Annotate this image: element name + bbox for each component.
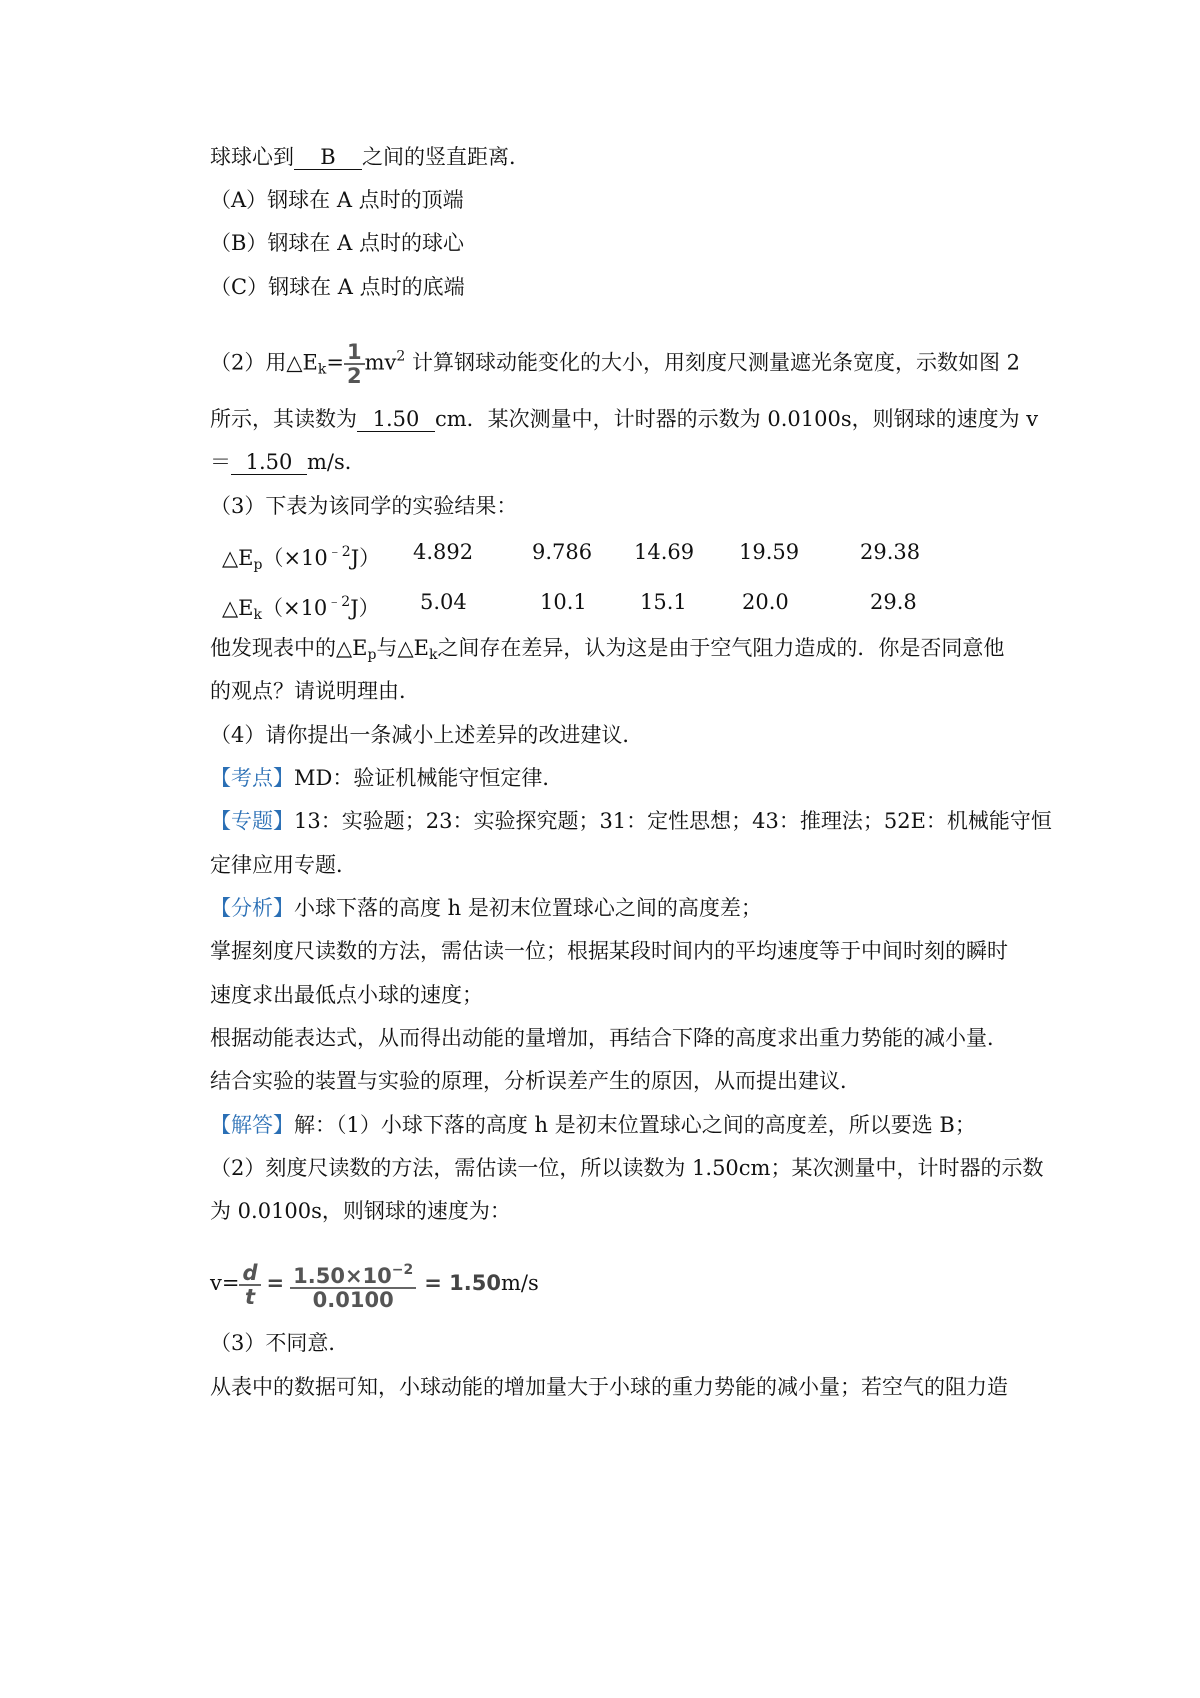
formula-result: = 1.50: [424, 1271, 501, 1295]
q2-text: 计算钢球动能变化的大小，用刻度尺测量遮光条宽度，示数如图 2: [411, 350, 1020, 375]
velocity-formula: [210, 1255, 539, 1311]
numerator-exponent: −2: [391, 1261, 414, 1278]
q3-text-c: 之间存在差异，认为这是由于空气阻力造成的．你是否同意他: [437, 636, 1005, 660]
fenxi: [210, 894, 762, 922]
subscript-p: p: [253, 557, 263, 573]
table-cell: 5.04: [420, 590, 467, 614]
q1-text: 球球心到: [210, 145, 294, 169]
fraction-value: [290, 1259, 416, 1311]
jieda-line4: （3）不同意．: [210, 1331, 350, 1355]
row-label-ep-text: △E: [222, 546, 254, 570]
subscript-k: k: [428, 647, 438, 663]
fraction-d-over-t: [239, 1262, 260, 1308]
speed-blank: 1.50: [231, 450, 307, 475]
q1-answer-blank: B: [294, 145, 362, 170]
formula-unit: m/s: [500, 1271, 539, 1295]
subscript-k: k: [317, 361, 327, 378]
fraction-denominator: 0.0100: [312, 1287, 394, 1312]
fenxi-line: 结合实验的装置与实验的原理，分析误差产生的原因，从而提出建议．: [210, 1069, 861, 1093]
fraction-numerator: 1: [344, 341, 365, 365]
q2-line2-pre: 所示，其读数为: [210, 407, 357, 431]
zhuanti: [210, 807, 1052, 835]
option-a: （A）钢球在 A 点时的顶端: [210, 188, 464, 212]
q2-line2: [210, 405, 1038, 433]
jieda: [210, 1111, 976, 1139]
unit-prefix: （×10: [262, 546, 328, 570]
jieda-tag: 【解答】: [210, 1113, 294, 1137]
subscript-k: k: [253, 607, 262, 623]
table-cell: 9.786: [532, 540, 593, 564]
unit-exponent: ﹣2: [327, 594, 351, 610]
table-row-ek: [210, 588, 1010, 623]
kaodian-tag: 【考点】: [210, 766, 294, 790]
q3-text-line2: 的观点？请说明理由．: [210, 679, 420, 703]
q4: （4）请你提出一条减小上述差异的改进建议．: [210, 723, 644, 747]
table-cell: 19.59: [739, 540, 800, 564]
row-label-ek-text: △E: [222, 596, 254, 620]
row-label-ep: [222, 538, 380, 579]
option-c: （C）钢球在 A 点时的底端: [210, 275, 465, 299]
q3-text-a: 他发现表中的△E: [210, 636, 368, 660]
q2-line2-post: cm．某次测量中，计时器的示数为 0.0100s，则钢球的速度为 v: [435, 407, 1039, 431]
numerator-text: 1.50×10: [293, 1263, 392, 1288]
formula-equals: =: [266, 1271, 285, 1295]
kaodian: [210, 764, 563, 792]
jieda-text: 解：（1）小球下落的高度 h 是初末位置球心之间的高度差，所以要选 B；: [294, 1113, 976, 1137]
q3-intro: （3）下表为该同学的实验结果：: [210, 494, 518, 518]
jieda-line5: 从表中的数据可知，小球动能的增加量大于小球的重力势能的减小量；若空气的阻力造: [210, 1375, 1008, 1399]
unit-suffix: J）: [350, 596, 380, 620]
q1-line: [210, 143, 530, 171]
fenxi-tag: 【分析】: [210, 896, 294, 920]
superscript-2: 2: [396, 348, 406, 365]
unit-suffix: J）: [350, 546, 381, 570]
option-b: （B）钢球在 A 点时的球心: [210, 231, 464, 255]
fenxi-text: 小球下落的高度 h 是初末位置球心之间的高度差；: [294, 896, 762, 920]
table-cell: 29.38: [860, 540, 921, 564]
zhuanti-text: 13：实验题；23：实验探究题；31：定性思想；43：推理法；52E：机械能守恒: [294, 809, 1052, 833]
fraction-denominator: t: [244, 1284, 256, 1309]
fenxi-line: 速度求出最低点小球的速度；: [210, 983, 483, 1007]
table-cell: 10.1: [540, 590, 587, 614]
q2-prefix: （2）用△E: [210, 350, 318, 375]
formula-v: v=: [210, 1271, 240, 1295]
fraction-numerator: d: [239, 1262, 260, 1286]
q3-text-b: 与△E: [376, 636, 429, 660]
table-cell: 14.69: [634, 540, 695, 564]
zhuanti-line2: 定律应用专题．: [210, 853, 357, 877]
table-cell: 20.0: [742, 590, 789, 614]
kaodian-text: MD：验证机械能守恒定律．: [294, 766, 564, 790]
zhuanti-tag: 【专题】: [210, 809, 294, 833]
fenxi-line: 根据动能表达式，从而得出动能的量增加，再结合下降的高度求出重力势能的减小量．: [210, 1026, 1008, 1050]
reading-blank: 1.50: [357, 407, 435, 432]
q2-line3-post: m/s．: [307, 450, 366, 474]
unit-exponent: ﹣2: [327, 544, 351, 560]
fenxi-line: 掌握刻度尺读数的方法，需估读一位；根据某段时间内的平均速度等于中间时刻的瞬时: [210, 939, 1008, 963]
q1-text-end: 之间的竖直距离．: [362, 145, 530, 169]
row-label-ek: [222, 588, 380, 629]
table-cell: 29.8: [870, 590, 917, 614]
jieda-line3: 为 0.0100s，则钢球的速度为：: [210, 1199, 511, 1223]
jieda-line2: （2）刻度尺读数的方法，需估读一位，所以读数为 1.50cm；某次测量中，计时器的示数: [210, 1156, 1044, 1180]
table-cell: 4.892: [413, 540, 474, 564]
unit-prefix: （×10: [261, 596, 328, 620]
q2-line3-pre: ＝: [210, 450, 231, 474]
q2-line1: [210, 341, 1020, 387]
table-row-ep: [210, 538, 1010, 573]
q3-text-line1: [210, 634, 1004, 669]
fraction-one-half: [344, 341, 365, 387]
q2-equals: =: [326, 350, 344, 375]
fraction-numerator: [290, 1259, 416, 1289]
subscript-p: p: [367, 647, 377, 663]
q2-mv: mv: [364, 350, 397, 375]
q2-line3: [210, 448, 366, 476]
fraction-denominator: 2: [346, 364, 362, 388]
table-cell: 15.1: [640, 590, 687, 614]
